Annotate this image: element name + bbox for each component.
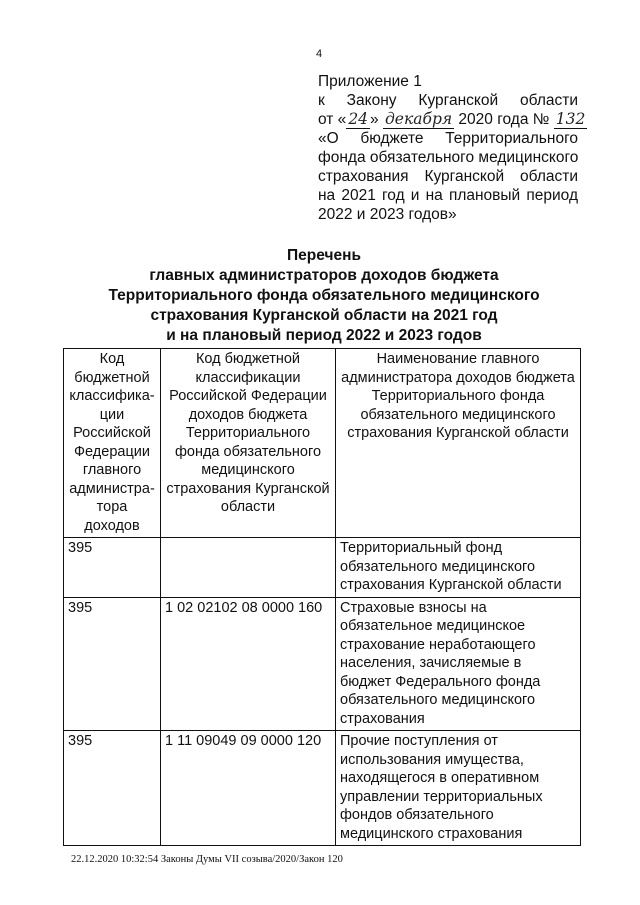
title-line: и на плановый период 2022 и 2023 годов <box>166 327 482 344</box>
title-line: Перечень <box>287 247 361 264</box>
handwritten-month: декабря <box>384 110 453 128</box>
admin-name-cell: Прочие поступления от использования имущества, находящегося в оперативном управлении территориальных фондов обязательного медицинского страхования <box>336 731 581 846</box>
appendix-line: Приложение 1 <box>318 73 422 90</box>
handwritten-law-number: 132 <box>555 110 586 128</box>
appendix-line: на 2021 год и на плановый период <box>318 187 578 204</box>
admin-code-cell: 395 <box>64 597 161 731</box>
document-title <box>60 246 588 346</box>
admin-code-cell: 395 <box>64 731 161 846</box>
footer-stamp: 22.12.2020 10:32:54 Законы Думы VII созыва/2020/Закон 120 <box>71 854 343 865</box>
header-revenue-code: Код бюджетной классификации Российской Федерации доходов бюджета Территориального фонда обязательного медицинского страхования Курганской области <box>161 349 336 538</box>
handwritten-day: 24 <box>348 110 369 128</box>
appendix-line: страхования Курганской области <box>318 168 578 185</box>
appendix-header <box>318 72 586 224</box>
table-row <box>64 597 581 731</box>
revenue-code-cell: 1 02 02102 08 0000 160 <box>161 597 336 731</box>
date-prefix: от « <box>318 111 347 128</box>
admin-code-cell: 395 <box>64 538 161 598</box>
date-year: 2020 года № <box>454 111 554 128</box>
header-admin-name: Наименование главного администратора доходов бюджета Территориального фонда обязательного медицинского страхования Курганской области <box>336 349 581 538</box>
appendix-line: к Закону Курганской области <box>318 92 578 109</box>
admin-name-cell: Страховые взносы на обязательное медицинское страхование неработающего населения, зачисляемые в бюджет Федерального фонда обязательного медицинского страхования <box>336 597 581 731</box>
appendix-line: фонда обязательного медицинского <box>318 149 579 166</box>
table-row <box>64 731 581 846</box>
title-line: Территориального фонда обязательного медицинского <box>108 287 540 304</box>
revenue-code-cell: 1 11 09049 09 0000 120 <box>161 731 336 846</box>
table-header-row <box>64 349 581 538</box>
date-mid: » <box>370 111 383 128</box>
appendix-line: 2022 и 2023 годов» <box>318 206 457 223</box>
page-number: 4 <box>316 48 323 60</box>
administrators-table <box>63 348 581 846</box>
appendix-date-line <box>318 110 586 129</box>
table-row <box>64 538 581 598</box>
appendix-line: «О бюджете Территориального <box>318 130 578 147</box>
header-admin-code: Код бюджетной классифика-ции Российской Федерации главного администра-тора доходов <box>64 349 161 538</box>
revenue-code-cell <box>161 538 336 598</box>
title-line: страхования Курганской области на 2021 год <box>150 307 498 324</box>
admin-name-cell: Территориальный фонд обязательного медицинского страхования Курганской области <box>336 538 581 598</box>
title-line: главных администраторов доходов бюджета <box>149 267 499 284</box>
